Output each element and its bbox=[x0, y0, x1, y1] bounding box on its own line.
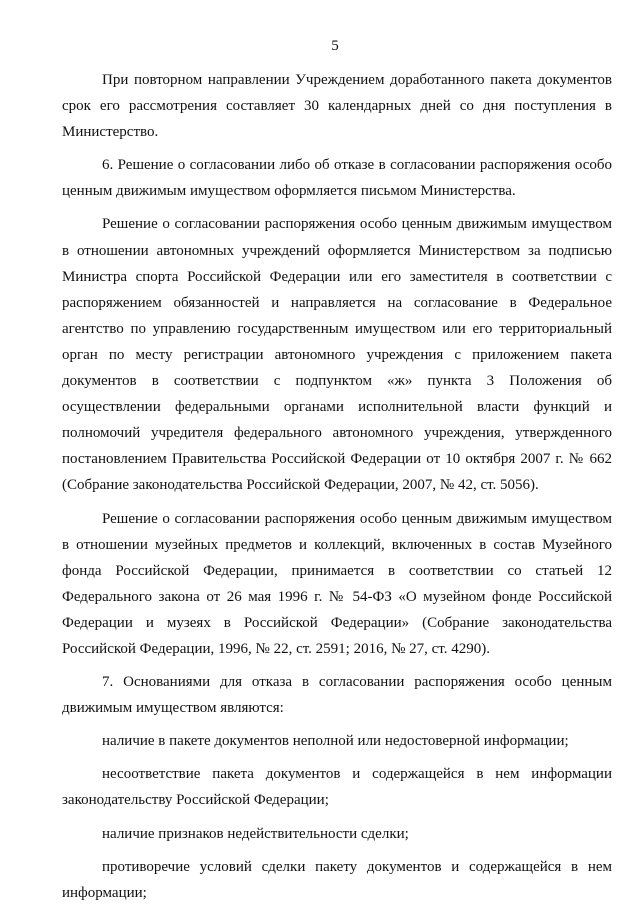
document-body bbox=[62, 67, 612, 906]
page-number: 5 bbox=[331, 38, 339, 54]
paragraph-autonomous-institutions: Решение о согласовании распоряжения особо ценным движимым имуществом в отношении автономных учреждений оформляется Министерством за подписью Министра спорта Российской Федерации или его заместителя в соответствии с распоряжением обязанностей и направляется на согласование в Федеральное агентство по управлению государственным имуществом или его территориальный орган по месту регистрации автономного учреждения с приложением пакета документов в соответствии с подпунктом «ж» пункта 3 Положения об осуществлении федеральными органами исполнительной власти функций и полномочий учредителя федерального автономного учреждения, утвержденного постановлением Правительства Российской Федерации от 10 октября 2007 г. № 662 (Собрание законодательства Российской Федерации, 2007, № 42, ст. 5056). bbox=[62, 216, 612, 494]
paragraph-7-grounds: 7. Основаниями для отказа в согласовании распоряжения особо ценным движимым имуществом являются: bbox=[62, 674, 612, 717]
list-item-nonconformity: несоответствие пакета документов и содержащейся в нем информации законодательству Российской Федерации; bbox=[62, 766, 612, 809]
list-item-invalidity-signs: наличие признаков недействительности сделки; bbox=[102, 825, 409, 842]
paragraph-resubmission: При повторном направлении Учреждением доработанного пакета документов срок его рассмотрения составляет 30 календарных дней со дня поступления в Министерство. bbox=[62, 72, 612, 141]
paragraph-6-decision: 6. Решение о согласовании либо об отказе в согласовании распоряжения особо ценным движимым имуществом оформляется письмом Министерства. bbox=[62, 157, 612, 200]
paragraph-museum-items: Решение о согласовании распоряжения особо ценным движимым имуществом в отношении музейных предметов и коллекций, включенных в состав Музейного фонда Российской Федерации, принимается в соответствии со статьей 12 Федерального закона от 26 мая 1996 г. № 54-ФЗ «О музейном фонде Российской Федерации и музеях в Российской Федерации» (Собрание законодательства Российской Федерации, 1996, № 22, ст. 2591; 2016, № 27, ст. 4290). bbox=[62, 510, 612, 657]
list-item-incomplete-info: наличие в пакете документов неполной или недостоверной информации; bbox=[102, 733, 569, 750]
list-item-contradiction: противоречие условий сделки пакету документов и содержащейся в нем информации; bbox=[62, 858, 612, 901]
